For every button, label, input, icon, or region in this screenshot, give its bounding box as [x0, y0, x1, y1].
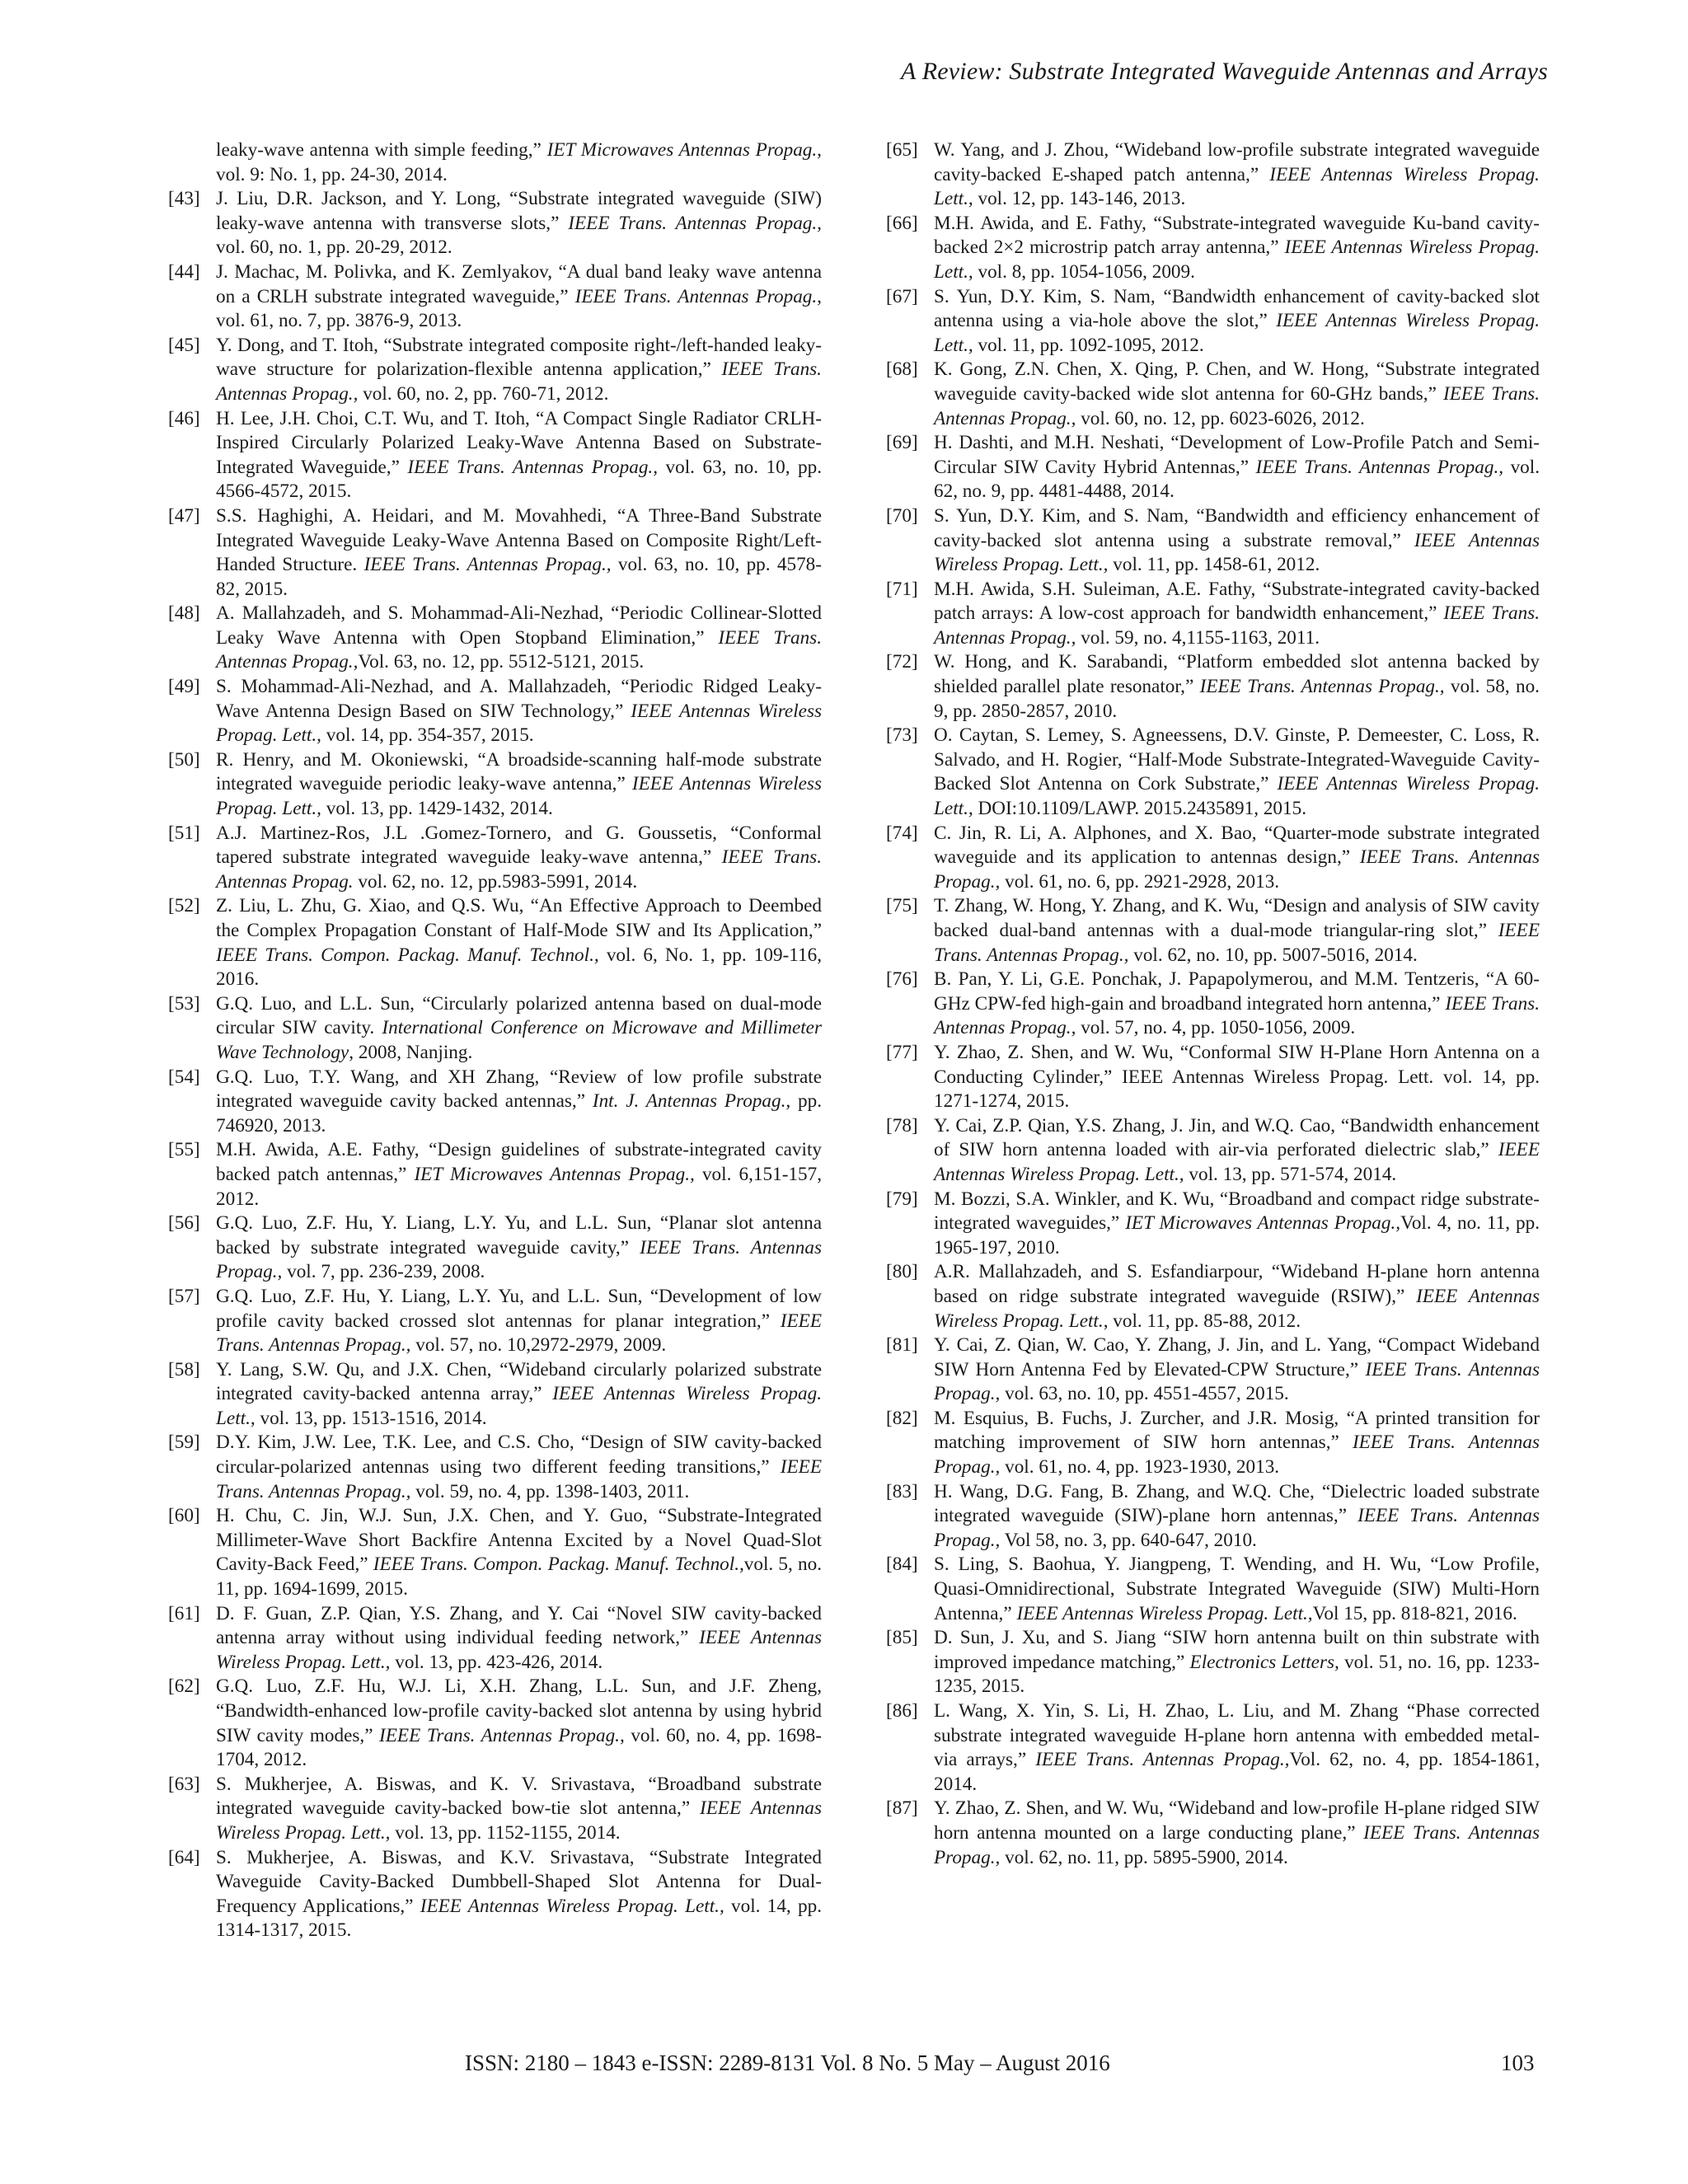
- reference-details: vol. 62, no. 9, pp. 4481-4488, 2014.: [934, 456, 1540, 503]
- reference-journal: IEEE Trans. Antennas Propag.,: [934, 1505, 1540, 1551]
- reference-journal: IEEE Trans. Compon. Packag. Manuf. Technol.,: [373, 1554, 744, 1576]
- reference-details: vol. 13, pp. 1152-1155, 2014.: [390, 1821, 621, 1844]
- reference-details: vol. 13, pp. 423-426, 2014.: [390, 1651, 603, 1673]
- reference-details: vol. 6, No. 1, pp. 109-116, 2016.: [216, 944, 822, 991]
- reference-details: Vol. 4, no. 11, pp. 1965-197, 2010.: [934, 1212, 1540, 1258]
- reference-details: vol. 14, pp. 1314-1317, 2015.: [216, 1895, 822, 1942]
- reference-journal: Int. J. Antennas Propag.,: [592, 1090, 791, 1113]
- reference-item: [168, 260, 822, 334]
- reference-text: J. Liu, D.R. Jackson, and Y. Long, “Substrate integrated waveguide (SIW) leaky-wave antenna with transverse slots,”: [216, 188, 822, 234]
- reference-number: [86]: [886, 1700, 918, 1722]
- reference-number: [60]: [168, 1505, 200, 1527]
- reference-item: [168, 1066, 822, 1139]
- reference-details: vol. 14, pp. 354-357, 2015.: [321, 724, 534, 747]
- page-number: 103: [1501, 2050, 1535, 2075]
- reference-number: [61]: [168, 1602, 200, 1624]
- reference-details: vol. 57, no. 10,2972-2979, 2009.: [410, 1334, 667, 1357]
- reference-details: Vol. 63, no. 12, pp. 5512-5121, 2015.: [358, 651, 645, 673]
- reference-item: [168, 1212, 822, 1285]
- reference-text: L. Wang, X. Yin, S. Li, H. Zhao, L. Liu, and M. Zhang “Phase corrected substrate integrated waveguide H-plane horn antenna with embedded metal-via arrays,”: [934, 1700, 1540, 1771]
- reference-details: vol. 60, no. 12, pp. 6023-6026, 2012.: [1076, 407, 1365, 429]
- reference-text: D.Y. Kim, J.W. Lee, T.K. Lee, and C.S. Cho, “Design of SIW cavity-backed circular-polarized antennas using two different feeding transitions,”: [216, 1432, 822, 1479]
- reference-details: vol. 62, no. 10, pp. 5007-5016, 2014.: [1128, 944, 1418, 966]
- reference-text: G.Q. Luo, Z.F. Hu, Y. Liang, L.Y. Yu, and L.L. Sun, “Development of low profile cavity backed crossed slot antennas for planar integration,”: [216, 1285, 822, 1332]
- reference-number: [45]: [168, 334, 200, 356]
- reference-journal: IEEE Antennas Wireless Propag. Lett.,: [934, 237, 1540, 283]
- reference-item: [886, 1407, 1540, 1480]
- reference-details: vol. 7, pp. 236-239, 2008.: [282, 1261, 485, 1283]
- reference-item: [168, 602, 822, 675]
- reference-journal: IEEE Trans. Antennas Propag.,: [1199, 676, 1445, 698]
- reference-details: vol. 57, no. 4, pp. 1050-1056, 2009.: [1076, 1017, 1356, 1039]
- reference-item: [168, 675, 822, 748]
- reference-text: Y. Dong, and T. Itoh, “Substrate integrated composite right-/left-handed leaky-wave structure for polarization-flexible antenna application,”: [216, 334, 822, 381]
- reference-details: vol. 60, no. 1, pp. 20-29, 2012.: [216, 237, 452, 259]
- reference-journal: IEEE Trans. Antennas Propag.,: [216, 1310, 822, 1357]
- reference-journal: International Conference on Microwave and Millimeter Wave Technology: [216, 1017, 823, 1063]
- reference-journal: IEEE Antennas Wireless Propag. Lett.,: [934, 773, 1540, 820]
- reference-item: [886, 285, 1540, 359]
- reference-details: vol. 62, no. 12, pp.5983-5991, 2014.: [353, 870, 638, 893]
- reference-item: [886, 1699, 1540, 1797]
- reference-item: [168, 187, 822, 260]
- reference-number: [43]: [168, 188, 200, 210]
- reference-journal: Electronics Letters,: [1189, 1651, 1339, 1673]
- reference-details: Vol. 62, no. 4, pp. 1854-1861, 2014.: [934, 1749, 1540, 1795]
- reference-journal: IEEE Trans. Antennas Propag.,: [1035, 1749, 1290, 1771]
- reference-text: Y. Lang, S.W. Qu, and J.X. Chen, “Wideband circularly polarized substrate integrated cavity-backed antenna array,”: [216, 1358, 822, 1405]
- reference-item: [886, 358, 1540, 431]
- reference-journal: IEEE Trans. Antennas Propag.,: [216, 1456, 822, 1502]
- reference-item: [886, 212, 1540, 285]
- reference-journal: IEEE Antennas Wireless Propag. Lett.,: [216, 773, 822, 820]
- reference-item: [168, 1602, 822, 1675]
- reference-journal: IEEE Trans. Antennas Propag.,: [379, 1724, 625, 1746]
- reference-text: A.R. Mallahzadeh, and S. Esfandiarpour, “Wideband H-plane horn antenna based on ridge substrate integrated waveguide (RSIW),”: [934, 1261, 1540, 1307]
- reference-number: [73]: [886, 724, 918, 747]
- reference-number: [74]: [886, 822, 918, 844]
- reference-journal: IEEE Antennas Wireless Propag. Lett.,: [934, 529, 1540, 576]
- reference-text: H. Dashti, and M.H. Neshati, “Development of Low-Profile Patch and Semi-Circular SIW Cavity Hybrid Antennas,”: [934, 432, 1540, 478]
- reference-journal: IEEE Trans. Antennas Propag.,: [934, 1432, 1540, 1479]
- reference-item: [168, 334, 822, 407]
- reference-text: S. Mukherjee, A. Biswas, and K.V. Srivastava, “Substrate Integrated Waveguide Cavity-Backed Dumbbell-Shaped Slot Antenna for Dual-Frequency Applications,”: [216, 1846, 822, 1917]
- reference-number: [81]: [886, 1334, 918, 1357]
- reference-text: D. F. Guan, Z.P. Qian, Y.S. Zhang, and Y. Cai “Novel SIW cavity-backed antenna array without using individual feeding network,”: [216, 1602, 822, 1649]
- running-header: A Review: Substrate Integrated Waveguide Antennas and Arrays: [901, 58, 1548, 85]
- reference-text: S. Mukherjee, A. Biswas, and K. V. Srivastava, “Broadband substrate integrated waveguide cavity-backed bow-tie slot antenna,”: [216, 1773, 822, 1820]
- reference-item: [886, 1797, 1540, 1870]
- reference-item: [886, 1188, 1540, 1261]
- reference-number: [78]: [886, 1114, 918, 1137]
- reference-item: [886, 1626, 1540, 1699]
- reference-details: vol. 62, no. 11, pp. 5895-5900, 2014.: [1000, 1846, 1288, 1868]
- references-left-column: [168, 138, 822, 1943]
- reference-details: pp. 746920, 2013.: [216, 1090, 822, 1137]
- reference-item: [168, 504, 822, 602]
- reference-details: vol. 61, no. 7, pp. 3876-9, 2013.: [216, 310, 462, 332]
- reference-text: J. Machac, M. Polivka, and K. Zemlyakov, “A dual band leaky wave antenna on a CRLH substrate integrated waveguide,”: [216, 260, 822, 307]
- reference-number: [54]: [168, 1066, 200, 1088]
- reference-details: vol. 6,151-157, 2012.: [216, 1163, 822, 1210]
- reference-number: [83]: [886, 1480, 918, 1502]
- reference-journal: IEEE Trans. Antennas Propag.,: [568, 212, 822, 234]
- reference-number: [77]: [886, 1041, 918, 1063]
- reference-text: O. Caytan, S. Lemey, S. Agneessens, D.V. Ginste, P. Demeester, C. Loss, R. Salvado, and H. Rogier, “Half-Mode Substrate-Integrated-Waveguide Cavity-Backed Slot Antenna on Cork Substrate,”: [934, 724, 1540, 795]
- reference-text: G.Q. Luo, Z.F. Hu, W.J. Li, X.H. Zhang, L.L. Sun, and J.F. Zheng, “Bandwidth-enhanced low-profile cavity-backed slot antenna by using hybrid SIW cavity modes,”: [216, 1675, 822, 1746]
- reference-journal: IEEE Trans. Antennas Propag.,: [934, 602, 1540, 649]
- reference-journal: IEEE Antennas Wireless Propag. Lett.,: [1016, 1602, 1313, 1624]
- reference-item: [886, 1114, 1540, 1188]
- reference-details: vol. 63, no. 10, pp. 4566-4572, 2015.: [216, 456, 822, 503]
- reference-journal: IEEE Trans. Antennas Propag.,: [934, 920, 1540, 966]
- reference-number: [49]: [168, 676, 200, 698]
- reference-text: A. Mallahzadeh, and S. Mohammad-Ali-Nezhad, “Periodic Collinear-Slotted Leaky Wave Antenna with Open Stopband Elimination,”: [216, 602, 822, 649]
- reference-number: [44]: [168, 260, 200, 283]
- reference-number: [46]: [168, 407, 200, 429]
- reference-text: H. Lee, J.H. Choi, C.T. Wu, and T. Itoh, “A Compact Single Radiator CRLH-Inspired Circularly Polarized Leaky-Wave Antenna Based on Substrate-Integrated Waveguide,”: [216, 407, 822, 478]
- reference-number: [87]: [886, 1797, 918, 1820]
- reference-item: [886, 504, 1540, 578]
- reference-text: H. Wang, D.G. Fang, B. Zhang, and W.Q. Che, “Dielectric loaded substrate integrated waveguide (SIW)-plane horn antennas,”: [934, 1480, 1540, 1527]
- reference-item: [168, 1358, 822, 1432]
- reference-number: [62]: [168, 1675, 200, 1698]
- reference-details: vol. 13, pp. 571-574, 2014.: [1184, 1163, 1397, 1185]
- reference-details: vol. 8, pp. 1054-1056, 2009.: [973, 260, 1195, 283]
- reference-number: [51]: [168, 822, 200, 844]
- reference-details: vol. 59, no. 4, pp. 1398-1403, 2011.: [410, 1480, 690, 1502]
- reference-item: [168, 992, 822, 1066]
- reference-text: G.Q. Luo, T.Y. Wang, and XH Zhang, “Review of low profile substrate integrated waveguide cavity backed antennas,”: [216, 1066, 822, 1113]
- reference-text: R. Henry, and M. Okoniewski, “A broadside-scanning half-mode substrate integrated waveguide periodic leaky-wave antenna,”: [216, 748, 822, 795]
- reference-number: [85]: [886, 1627, 918, 1649]
- reference-text: Y. Zhao, Z. Shen, and W. Wu, “Wideband and low-profile H-plane ridged SIW horn antenna mounted on a large conducting plane,”: [934, 1797, 1540, 1844]
- reference-text: S. Mohammad-Ali-Nezhad, and A. Mallahzadeh, “Periodic Ridged Leaky-Wave Antenna Design Based on SIW Technology,”: [216, 676, 822, 722]
- references-right-column: [886, 138, 1540, 1870]
- reference-text: M. Esquius, B. Fuchs, J. Zurcher, and J.R. Mosig, “A printed transition for matching improvement of SIW horn antennas,”: [934, 1407, 1540, 1454]
- reference-number: [48]: [168, 602, 200, 625]
- reference-text: W. Yang, and J. Zhou, “Wideband low-profile substrate integrated waveguide cavity-backed E-shaped patch antenna,”: [934, 139, 1540, 185]
- reference-item: [168, 1138, 822, 1212]
- reference-details: vol. 13, pp. 1513-1516, 2014.: [255, 1407, 487, 1429]
- reference-journal: IEEE Antennas Wireless Propag. Lett.,: [216, 1797, 822, 1844]
- reference-item: [886, 894, 1540, 968]
- reference-details: vol. 59, no. 4,1155-1163, 2011.: [1076, 626, 1320, 649]
- reference-number: [68]: [886, 359, 918, 381]
- reference-text: M. Bozzi, S.A. Winkler, and K. Wu, “Broadband and compact ridge substrate-integrated waveguides,”: [934, 1188, 1540, 1235]
- reference-item: [168, 1675, 822, 1772]
- reference-item: [168, 1504, 822, 1601]
- reference-number: [80]: [886, 1261, 918, 1283]
- reference-journal: IEEE Trans. Antennas Propag.,: [574, 285, 822, 307]
- reference-number: [59]: [168, 1432, 200, 1454]
- reference-number: [47]: [168, 504, 200, 527]
- reference-number: [70]: [886, 504, 918, 527]
- reference-item: [886, 578, 1540, 651]
- reference-journal: IEEE Trans. Antennas Propag.,: [363, 554, 612, 576]
- reference-text: C. Jin, R. Li, A. Alphones, and X. Bao, “Quarter-mode substrate integrated waveguide and its application to antennas design,”: [934, 822, 1540, 869]
- reference-number: [64]: [168, 1846, 200, 1868]
- reference-journal: IEEE Trans. Antennas Propag.,: [934, 992, 1540, 1039]
- reference-journal: IET Microwaves Antennas Propag.,: [546, 139, 822, 161]
- reference-details: DOI:10.1109/LAWP. 2015.2435891, 2015.: [973, 798, 1307, 820]
- reference-details: vol. 61, no. 4, pp. 1923-1930, 2013.: [1000, 1456, 1280, 1479]
- reference-text: S. Yun, D.Y. Kim, and S. Nam, “Bandwidth and efficiency enhancement of cavity-backed slot antenna using a substrate removal,”: [934, 504, 1540, 551]
- reference-number: [50]: [168, 748, 200, 771]
- reference-text: D. Sun, J. Xu, and S. Jiang “SIW horn antenna built on thin substrate with improved impedance matching,”: [934, 1627, 1540, 1673]
- reference-item: [168, 822, 822, 895]
- reference-text: Z. Liu, L. Zhu, G. Xiao, and Q.S. Wu, “An Effective Approach to Deembed the Complex Propagation Constant of Half-Mode SIW and Its Application,”: [216, 895, 822, 941]
- reference-number: [57]: [168, 1285, 200, 1307]
- reference-item: [168, 1285, 822, 1358]
- reference-text: W. Hong, and K. Sarabandi, “Platform embedded slot antenna backed by shielded parallel plate resonator,”: [934, 651, 1540, 698]
- reference-details: , vol. 11, pp. 85-88, 2012.: [1103, 1310, 1301, 1332]
- reference-number: [56]: [168, 1212, 200, 1235]
- reference-details: vol. 11, pp. 1092-1095, 2012.: [973, 334, 1204, 356]
- reference-journal: IEEE Trans. Antennas Propag.,: [1255, 456, 1504, 478]
- reference-text: T. Zhang, W. Hong, Y. Zhang, and K. Wu, “Design and analysis of SIW cavity backed dual-band antennas with a dual-mode triangular-ring slot,”: [934, 895, 1540, 941]
- reference-details: vol. 61, no. 6, pp. 2921-2928, 2013.: [1000, 870, 1280, 893]
- reference-number: [76]: [886, 968, 918, 991]
- reference-journal: IEEE Antennas Wireless Propag. Lett.,: [216, 1627, 823, 1673]
- reference-number: [82]: [886, 1407, 918, 1429]
- reference-details: vol. 13, pp. 1429-1432, 2014.: [321, 798, 553, 820]
- reference-details: vol. 58, no. 9, pp. 2850-2857, 2010.: [934, 676, 1540, 722]
- reference-item: [886, 724, 1540, 821]
- reference-details: , 2008, Nanjing.: [349, 1041, 473, 1063]
- reference-journal: IEEE Antennas Wireless Propag. Lett.,: [216, 1383, 822, 1429]
- reference-details: vol. 9: No. 1, pp. 24-30, 2014.: [216, 163, 448, 185]
- reference-number: [66]: [886, 212, 918, 234]
- reference-journal: IEEE Antennas Wireless Propag. Lett.: [934, 1285, 1540, 1332]
- reference-number: [65]: [886, 139, 918, 161]
- reference-journal: IEEE Trans. Antennas Propag.,: [934, 846, 1540, 893]
- reference-continuation: [168, 138, 822, 187]
- reference-text: leaky-wave antenna with simple feeding,”: [216, 139, 547, 161]
- reference-text: S. Ling, S. Baohua, Y. Jiangpeng, T. Wending, and H. Wu, “Low Profile, Quasi-Omnidirectional, Substrate Integrated Waveguide (SIW) Multi-Horn Antenna,”: [934, 1554, 1540, 1624]
- reference-text: G.Q. Luo, Z.F. Hu, Y. Liang, L.Y. Yu, and L.L. Sun, “Planar slot antenna backed by substrate integrated waveguide cavity,”: [216, 1212, 822, 1258]
- reference-text: K. Gong, Z.N. Chen, X. Qing, P. Chen, and W. Hong, “Substrate integrated waveguide cavity-backed wide slot antenna for 60-GHz bands,”: [934, 359, 1540, 405]
- reference-text: Y. Zhao, Z. Shen, and W. Wu, “Conformal SIW H-Plane Horn Antenna on a Conducting Cylinder,” IEEE Antennas Wireless Propag. Lett. vol. 14, pp. 1271-1274, 2015.: [934, 1041, 1540, 1113]
- reference-item: [886, 1553, 1540, 1626]
- reference-details: vol. 11, pp. 1458-61, 2012.: [1108, 554, 1320, 576]
- reference-number: [72]: [886, 651, 918, 673]
- reference-text: S. Yun, D.Y. Kim, S. Nam, “Bandwidth enhancement of cavity-backed slot antenna using a via-hole above the slot,”: [934, 285, 1540, 332]
- reference-number: [69]: [886, 432, 918, 454]
- reference-journal: IEEE Trans. Antennas Propag.,: [216, 1236, 822, 1283]
- reference-journal: IEEE Trans. Antennas Propag.: [216, 846, 822, 893]
- reference-journal: IEEE Trans. Antennas Propag.,: [934, 1358, 1540, 1405]
- reference-text: M.H. Awida, S.H. Suleiman, A.E. Fathy, “Substrate-integrated cavity-backed patch arrays: A low-cost approach for bandwidth enhancement,”: [934, 578, 1540, 625]
- reference-text: G.Q. Luo, and L.L. Sun, “Circularly polarized antenna based on dual-mode circular SIW cavity.: [216, 992, 822, 1039]
- reference-item: [168, 1773, 822, 1846]
- reference-number: [84]: [886, 1554, 918, 1576]
- reference-number: [55]: [168, 1139, 200, 1161]
- reference-journal: IEEE Trans. Compon. Packag. Manuf. Technol.,: [216, 944, 599, 966]
- reference-details: vol. 63, no. 10, pp. 4551-4557, 2015.: [1000, 1383, 1289, 1405]
- reference-item: [168, 748, 822, 822]
- reference-item: [886, 822, 1540, 895]
- reference-journal: IET Microwaves Antennas Propag.,: [1125, 1212, 1401, 1235]
- reference-journal: IEEE Trans. Antennas Propag.,: [934, 382, 1540, 429]
- reference-item: [886, 650, 1540, 724]
- reference-number: [63]: [168, 1773, 200, 1795]
- reference-text: M.H. Awida, and E. Fathy, “Substrate-integrated waveguide Ku-band cavity-backed 2×2 microstrip patch array antenna,”: [934, 212, 1540, 259]
- reference-text: Y. Cai, Z.P. Qian, Y.S. Zhang, J. Jin, and W.Q. Cao, “Bandwidth enhancement of SIW horn antenna loaded with air-via perforated dielectric slab,”: [934, 1114, 1540, 1161]
- reference-number: [53]: [168, 992, 200, 1015]
- reference-item: [886, 1260, 1540, 1333]
- reference-journal: IEEE Antennas Wireless Propag. Lett.,: [216, 700, 822, 747]
- reference-text: B. Pan, Y. Li, G.E. Ponchak, J. Papapolymerou, and M.M. Tentzeris, “A 60-GHz CPW-fed high-gain and broadband integrated horn antenna,”: [934, 968, 1540, 1015]
- reference-item: [886, 1041, 1540, 1114]
- reference-details: vol. 12, pp. 143-146, 2013.: [973, 188, 1186, 210]
- reference-item: [168, 1846, 822, 1943]
- reference-text: Y. Cai, Z. Qian, W. Cao, Y. Zhang, J. Jin, and L. Yang, “Compact Wideband SIW Horn Antenna Fed by Elevated-CPW Structure,”: [934, 1334, 1540, 1380]
- reference-item: [886, 968, 1540, 1041]
- reference-item: [168, 1431, 822, 1504]
- reference-journal: IEEE Antennas Wireless Propag. Lett.,: [934, 1139, 1540, 1185]
- reference-details: vol. 51, no. 16, pp. 1233-1235, 2015.: [934, 1651, 1540, 1698]
- reference-details: vol. 63, no. 10, pp. 4578-82, 2015.: [216, 554, 822, 600]
- reference-number: [71]: [886, 578, 918, 600]
- reference-journal: IEEE Trans. Antennas Propag.,: [216, 359, 822, 405]
- reference-details: vol. 5, no. 11, pp. 1694-1699, 2015.: [216, 1554, 822, 1601]
- reference-item: [168, 407, 822, 504]
- reference-number: [67]: [886, 285, 918, 307]
- reference-journal: IEEE Antennas Wireless Propag. Lett.,: [934, 310, 1540, 356]
- issn-line: ISSN: 2180 – 1843 e-ISSN: 2289-8131 Vol. 8 No. 5 May – August 2016: [465, 2050, 1110, 2075]
- reference-details: vol. 60, no. 2, pp. 760-71, 2012.: [358, 382, 609, 405]
- reference-number: [52]: [168, 895, 200, 917]
- reference-text: A.J. Martinez-Ros, J.L .Gomez-Tornero, and G. Goussetis, “Conformal tapered substrate integrated waveguide leaky-wave antenna,”: [216, 822, 822, 869]
- reference-number: [58]: [168, 1358, 200, 1380]
- reference-journal: IEEE Trans. Antennas Propag.,: [934, 1821, 1540, 1868]
- reference-details: Vol 58, no. 3, pp. 640-647, 2010.: [1000, 1529, 1257, 1551]
- reference-item: [886, 431, 1540, 504]
- reference-text: H. Chu, C. Jin, W.J. Sun, J.X. Chen, and Y. Guo, “Substrate-Integrated Millimeter-Wave Short Backfire Antenna Excited by a Novel Quad-Slot Cavity-Back Feed,”: [216, 1505, 822, 1576]
- reference-number: [75]: [886, 895, 918, 917]
- reference-item: [886, 1480, 1540, 1554]
- reference-details: vol. 60, no. 4, pp. 1698-1704, 2012.: [216, 1724, 822, 1771]
- reference-journal: IEEE Trans. Antennas Propag.,: [216, 626, 822, 673]
- reference-item: [886, 138, 1540, 212]
- reference-text: M.H. Awida, A.E. Fathy, “Design guidelines of substrate-integrated cavity backed patch antennas,”: [216, 1139, 822, 1185]
- reference-item: [168, 894, 822, 991]
- reference-journal: IEEE Antennas Wireless Propag. Lett.,: [934, 163, 1540, 210]
- reference-number: [79]: [886, 1188, 918, 1210]
- reference-journal: IEEE Trans. Antennas Propag.,: [407, 456, 659, 478]
- reference-journal: IEEE Antennas Wireless Propag. Lett.,: [420, 1895, 724, 1917]
- reference-details: Vol 15, pp. 818-821, 2016.: [1312, 1602, 1517, 1624]
- reference-item: [886, 1333, 1540, 1407]
- reference-journal: IET Microwaves Antennas Propag.,: [414, 1163, 695, 1185]
- reference-text: S.S. Haghighi, A. Heidari, and M. Movahhedi, “A Three-Band Substrate Integrated Waveguide Leaky-Wave Antenna Based on Composite Right/Left-Handed Structure.: [216, 504, 822, 576]
